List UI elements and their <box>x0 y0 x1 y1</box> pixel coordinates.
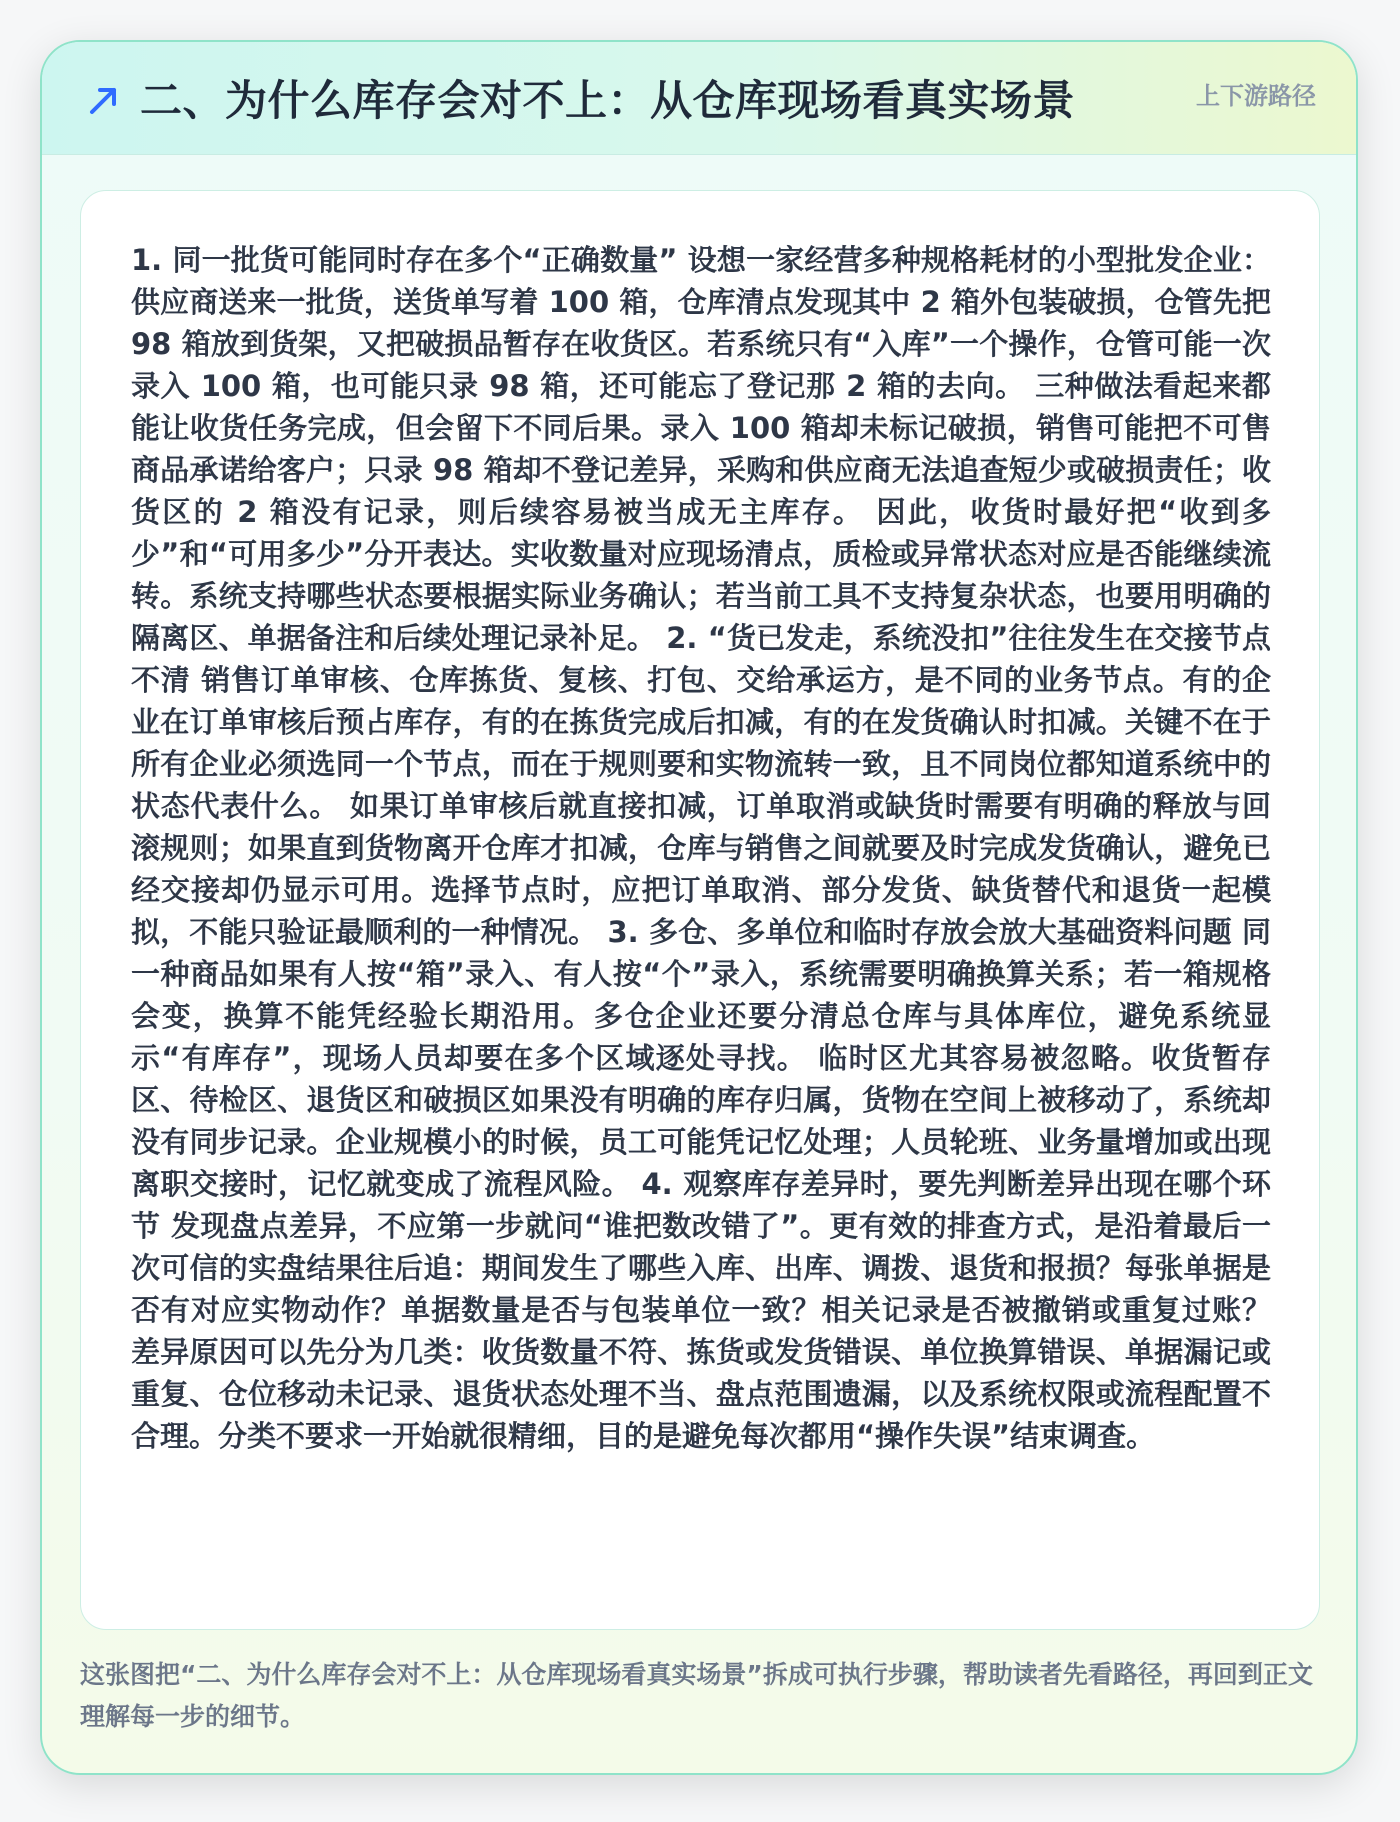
card-header <box>42 42 1356 155</box>
body-panel <box>80 190 1320 1630</box>
header-tag: 上下游路径 <box>1196 82 1316 110</box>
arrow-up-right-icon <box>86 82 122 118</box>
body-text: 1. 同一批货可能同时存在多个“正确数量” 设想一家经营多种规格耗材的小型批发企业：供应商送来一批货，送货单写着 100 箱，仓库清点发现其中 2 箱外包装破损，仓管先把 98 箱放到货架，又把破损品暂存在收货区。若系统只有“入库”一个操作，仓管可能一次录入 100 箱，也可能只录 98 箱，还可能忘了登记那 2 箱的去向。 三种做法看起来都能让收货任务完成，但会留下不同后果。录入 100 箱却未标记破损，销售可能把不可售商品承诺给客户；只录 98 箱却不登记差异，采购和供应商无法追查短少或破损责任；收货区的 2 箱没有记录，则后续容易被当成无主库存。 因此，收货时最好把“收到多少”和“可用多少”分开表达。实收数量对应现场清点，质检或异常状态对应是否能继续流转。系统支持哪些状态要根据实际业务确认；若当前工具不支持复杂状态，也要用明确的隔离区、单据备注和后续处理记录补足。 2. “货已发走，系统没扣”往往发生在交接节点不清 销售订单审核、仓库拣货、复核、打包、交给承运方，是不同的业务节点。有的企业在订单审核后预占库存，有的在拣货完成后扣减，有的在发货确认时扣减。关键不在于所有企业必须选同一个节点，而在于规则要和实物流转一致，且不同岗位都知道系统中的状态代表什么。 如果订单审核后就直接扣减，订单取消或缺货时需要有明确的释放与回滚规则；如果直到货物离开仓库才扣减，仓库与销售之间就要及时完成发货确认，避免已经交接却仍显示可用。选择节点时，应把订单取消、部分发货、缺货替代和退货一起模拟，不能只验证最顺利的一种情况。 3. 多仓、多单位和临时存放会放大基础资料问题 同一种商品如果有人按“箱”录入、有人按“个”录入，系统需要明确换算关系；若一箱规格会变，换算不能凭经验长期沿用。多仓企业还要分清总仓库与具体库位，避免系统显示“有库存”，现场人员却要在多个区域逐处寻找。 临时区尤其容易被忽略。收货暂存区、待检区、退货区和破损区如果没有明确的库存归属，货物在空间上被移动了，系统却没有同步记录。企业规模小的时候，员工可能凭记忆处理；人员轮班、业务量增加或出现离职交接时，记忆就变成了流程风险。 4. 观察库存差异时，要先判断差异出现在哪个环节 发现盘点差异，不应第一步就问“谁把数改错了”。更有效的排查方式，是沿着最后一次可信的实盘结果往后追：期间发生了哪些入库、出库、调拨、退货和报损？每张单据是否有对应实物动作？单据数量是否与包装单位一致？相关记录是否被撤销或重复过账？ 差异原因可以先分为几类：收货数量不符、拣货或发货错误、单位换算错误、单据漏记或重复、仓位移动未记录、退货状态处理不当、盘点范围遗漏，以及系统权限或流程配置不合理。分类不要求一开始就很精细，目的是避免每次都用“操作失误”结束调查。 <box>131 243 1271 1453</box>
content-card <box>40 40 1358 1775</box>
page-title: 二、为什么库存会对不上：从仓库现场看真实场景 <box>140 76 1076 125</box>
figure-caption: 这张图把“二、为什么库存会对不上：从仓库现场看真实场景”拆成可执行步骤，帮助读者先看路径，再回到正文理解每一步的细节。 <box>80 1660 1313 1731</box>
